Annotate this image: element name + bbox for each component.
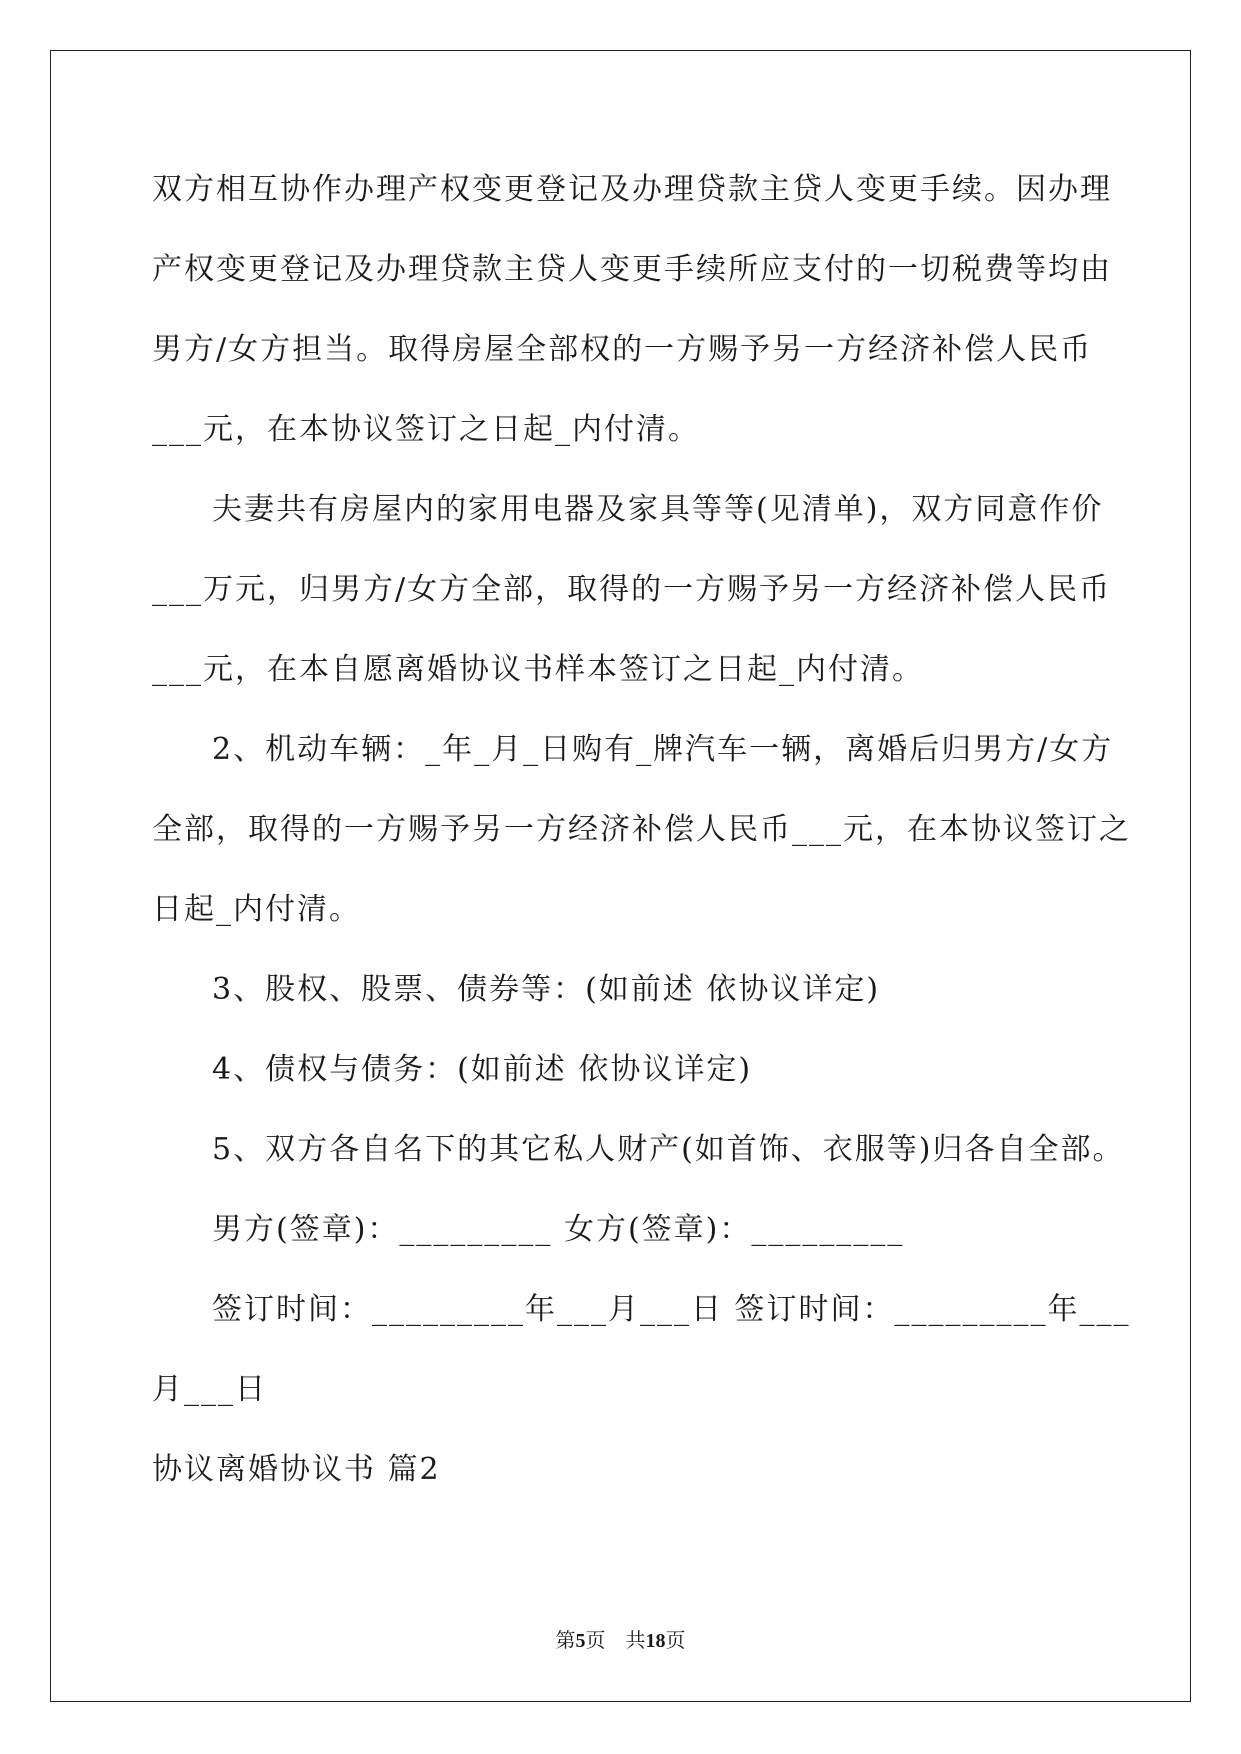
paragraph-line: 2、机动车辆：_年_月_日购有_牌汽车一辆，离婚后归男方/女方 [212,732,1114,767]
footer-suffix: 页 [665,1628,686,1652]
footer-total-pages: 18 [645,1630,666,1652]
paragraph-line: 5、双方各自名下的其它私人财产(如首饰、衣服等)归各自全部。 [212,1132,1125,1167]
paragraph-line: 全部，取得的一方赐予另一方经济补偿人民币___元，在本协议签订之 [152,812,1131,847]
paragraph-line: 双方相互协作办理产权变更登记及办理贷款主贷人变更手续。因办理 [152,172,1112,207]
paragraph-line: ___元，在本自愿离婚协议书样本签订之日起_内付清。 [152,652,924,687]
footer-mid: 页 共 [585,1628,646,1652]
paragraph-line: 产权变更登记及办理贷款主贷人变更手续所应支付的一切税费等均由 [152,252,1112,287]
date-line-continued: 月___日 [152,1372,267,1407]
page-footer [0,1628,1241,1653]
paragraph-line: ___元，在本协议签订之日起_内付清。 [152,412,700,447]
footer-page-number: 5 [575,1630,586,1652]
paragraph-line: 3、股权、股票、债券等：(如前述 依协议详定) [212,972,881,1007]
paragraph-line: 日起_内付清。 [152,892,361,927]
paragraph-line: 4、债权与债务：(如前述 依协议详定) [212,1052,753,1087]
paragraph-line: 男方/女方担当。取得房屋全部权的一方赐予另一方经济补偿人民币 [152,332,1093,367]
footer-prefix: 第 [555,1628,576,1652]
signature-line: 男方(签章)：_________ 女方(签章)：_________ [212,1212,905,1247]
paragraph-line: 夫妻共有房屋内的家用电器及家具等等(见清单)，双方同意作价 [212,492,1104,527]
paragraph-line: ___万元，归男方/女方全部，取得的一方赐予另一方经济补偿人民币 [152,572,1112,607]
section-heading: 协议离婚协议书 篇2 [152,1452,441,1487]
date-line: 签订时间：_________年___月___日 签订时间：_________年___ [212,1292,1131,1327]
